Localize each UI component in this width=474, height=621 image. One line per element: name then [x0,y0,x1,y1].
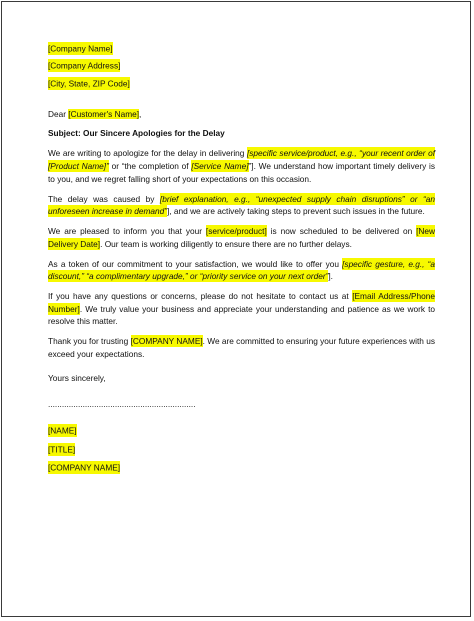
paragraph-gesture [48,258,435,283]
placeholder-service-product-short: [service/product] [205,226,267,237]
placeholder-signer-name: [NAME] [48,425,77,436]
placeholder-company-name-upper: [COMPANY NAME] [130,336,203,347]
placeholder-company-address: [Company Address] [48,60,121,71]
placeholder-email-phone: [Email Address/Phone Number] [48,291,436,314]
paragraph-text: The delay was caused by [48,193,160,204]
paragraph-text: or “the completion of [108,160,192,171]
placeholder-service-name: [Service Name] [191,160,249,171]
address-company-address [48,60,435,73]
salutation-prefix: Dear [48,108,69,119]
subject-line: Subject: Our Sincere Apologies for the Delay [48,128,225,139]
paragraph-text: We are writing to apologize for the delay in delivering [48,148,247,159]
placeholder-new-delivery-date: [New Delivery Date] [48,226,435,249]
placeholder-service-product: [specific service/product, e.g., “your recent order of [246,148,435,159]
closing: Yours sincerely, [48,372,106,383]
placeholder-city-state-zip: [City, State, ZIP Code] [48,78,130,89]
signature-company-row [48,462,435,475]
letter-page [1,1,471,617]
signature-title-row [48,443,435,456]
paragraph-text: If you have any questions or concerns, please do not hesitate to contact us at [48,291,353,302]
paragraph-text: We are pleased to inform you that your [48,226,206,237]
signature-name-row [48,425,435,438]
paragraph-cause [48,193,435,218]
placeholder-quote-close: ” [106,160,109,171]
paragraph-schedule [48,225,435,250]
address-city-state-zip [48,78,435,91]
letter-content [48,42,435,481]
signature-line: ................................................................ [48,399,196,410]
paragraph-text: . We are committed to ensuring your future experiences with us exceed your expectations. [48,336,435,360]
address-company-name [48,42,435,55]
salutation-suffix: , [139,108,142,119]
paragraph-text: is now scheduled to be delivered on [266,226,417,237]
placeholder-specific-gesture: [specific gesture, e.g., “a discount,” “a complimentary upgrade,” or “priority service on your next order” [48,258,435,282]
paragraph-text: As a token of our commitment to your satisfaction, we would like to offer you [48,258,343,269]
placeholder-signer-company: [COMPANY NAME] [48,462,121,473]
paragraph-thanks [48,335,435,360]
placeholder-company-name: [Company Name] [48,43,113,53]
placeholder-customer-name: [Customer's Name] [68,108,140,119]
signature-block [48,425,435,475]
salutation [48,108,435,121]
paragraph-text: ”]. We understand how important timely delivery is to you, and we regret falling short of your expectations on this occasion. [48,160,436,184]
paragraph-apology [48,147,435,185]
placeholder-product-name: [Product Name] [48,160,107,171]
paragraph-text: . Our team is working diligently to ensure there are no further delays. [100,238,352,249]
paragraph-text: . We truly value your business and appreciate your understanding and patience as we work to resolve this matter. [48,303,435,327]
paragraph-text: Thank you for trusting [48,336,131,347]
paragraph-contact [48,290,435,328]
placeholder-signer-title: [TITLE] [48,444,76,455]
paragraph-text: ]. [328,271,333,282]
placeholder-brief-explanation: [brief explanation, e.g., “unexpected supply chain disruptions” or “an unforeseen increase in demand” [48,193,436,217]
paragraph-text: ], and we are actively taking steps to prevent such issues in the future. [167,206,425,217]
